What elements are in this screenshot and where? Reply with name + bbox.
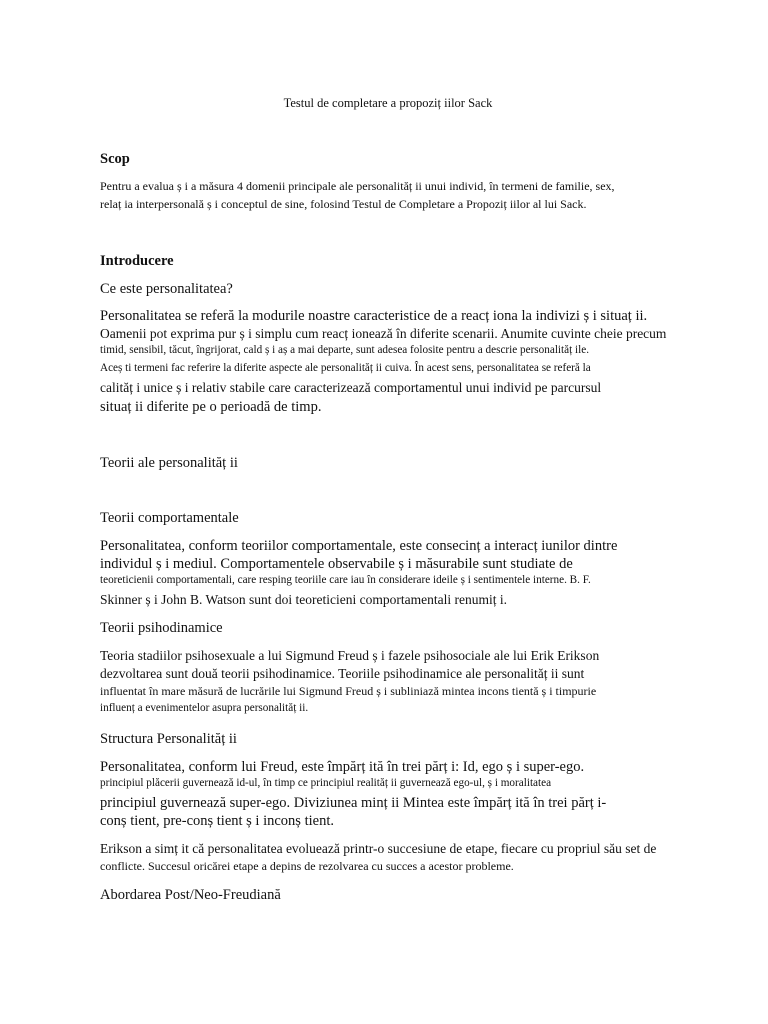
structura-line-1: Personalitatea, conform lui Freud, este împărț ită în trei părț i: Id, ego ș i super-ego. <box>100 759 585 775</box>
comportamentale-line-3: teoreticienii comportamentali, care resping teoriile care iau în considerare ideile ș i sentimentele interne. B. F. <box>100 574 591 586</box>
comportamentale-heading: Teorii comportamentale <box>100 510 239 526</box>
structura-line-3: principiul guvernează super-ego. Diviziunea minț ii Mintea este împărț ită în trei părț i- <box>100 795 607 811</box>
intro-line-3: timid, sensibil, tăcut, îngrijorat, cald ș i aș a mai departe, sunt adesea folosite pentru a descrie personalităț ile. <box>100 344 589 356</box>
psihodinamice-line-3: influentat în mare măsură de lucrările lui Sigmund Freud ș i subliniază mintea incons tientă ș i timpurie <box>100 684 597 698</box>
intro-line-4: Aceș ti termeni fac referire la diferite aspecte ale personalităț ii cuiva. În acest sens, personalitatea se referă la <box>100 362 591 374</box>
structura-heading: Structura Personalităț ii <box>100 731 237 747</box>
intro-question: Ce este personalitatea? <box>100 281 233 297</box>
erikson-line-1: Erikson a simț it că personalitatea evoluează printr-o succesiune de etape, fiecare cu propriul său set de <box>100 841 657 856</box>
comportamentale-line-4: Skinner ș i John B. Watson sunt doi teoreticieni comportamentali renumiț i. <box>100 592 507 607</box>
post-neo-heading: Abordarea Post/Neo-Freudiană <box>100 887 281 903</box>
psihodinamice-heading: Teorii psihodinamice <box>100 620 223 636</box>
introducere-heading: Introducere <box>100 253 174 269</box>
intro-line-6: situaț ii diferite pe o perioadă de timp. <box>100 399 322 415</box>
structura-line-2: principiul plăcerii guvernează id-ul, în timp ce principiul realităț ii guvernează ego-ul, ș i moralitatea <box>100 777 552 789</box>
document-title: Testul de completare a propoziț iilor Sack <box>283 96 493 110</box>
comportamentale-line-2: individul ș i mediul. Comportamentele observabile ș i măsurabile sunt studiate de <box>100 556 573 572</box>
intro-line-5: calităț i unice ș i relativ stabile care caracterizează comportamentul unui individ pe parcursul <box>100 380 602 395</box>
scop-heading: Scop <box>100 151 130 167</box>
scop-line-2: relaț ia interpersonală ș i conceptul de sine, folosind Testul de Completare a Propoziț iilor al lui Sack. <box>100 197 587 211</box>
scop-line-1: Pentru a evalua ș i a măsura 4 domenii principale ale personalităț ii unui individ, în termeni de familie, sex, <box>100 179 615 193</box>
psihodinamice-line-4: influenț a evenimentelor asupra personalităț ii. <box>100 702 309 714</box>
teorii-heading: Teorii ale personalităț ii <box>100 455 238 471</box>
psihodinamice-line-1: Teoria stadiilor psihosexuale a lui Sigmund Freud ș i fazele psihosociale ale lui Erik Erikson <box>100 648 600 663</box>
psihodinamice-line-2: dezvoltarea sunt două teorii psihodinamice. Teoriile psihodinamice ale personalităț ii sunt <box>100 666 585 681</box>
erikson-line-2: conflicte. Succesul oricărei etape a depins de rezolvarea cu succes a acestor probleme. <box>100 859 514 873</box>
comportamentale-line-1: Personalitatea, conform teoriilor comportamentale, este consecinț a interacț iunilor dintre <box>100 538 618 554</box>
intro-line-1: Personalitatea se referă la modurile noastre caracteristice de a reacț iona la indivizi ș i situaț ii. <box>100 308 648 324</box>
intro-line-2: Oamenii pot exprima pur ș i simplu cum reacț ionează în diferite scenarii. Anumite cuvinte cheie precum <box>100 326 667 341</box>
structura-line-4: conș tient, pre-conș tient ș i inconș tient. <box>100 813 334 829</box>
